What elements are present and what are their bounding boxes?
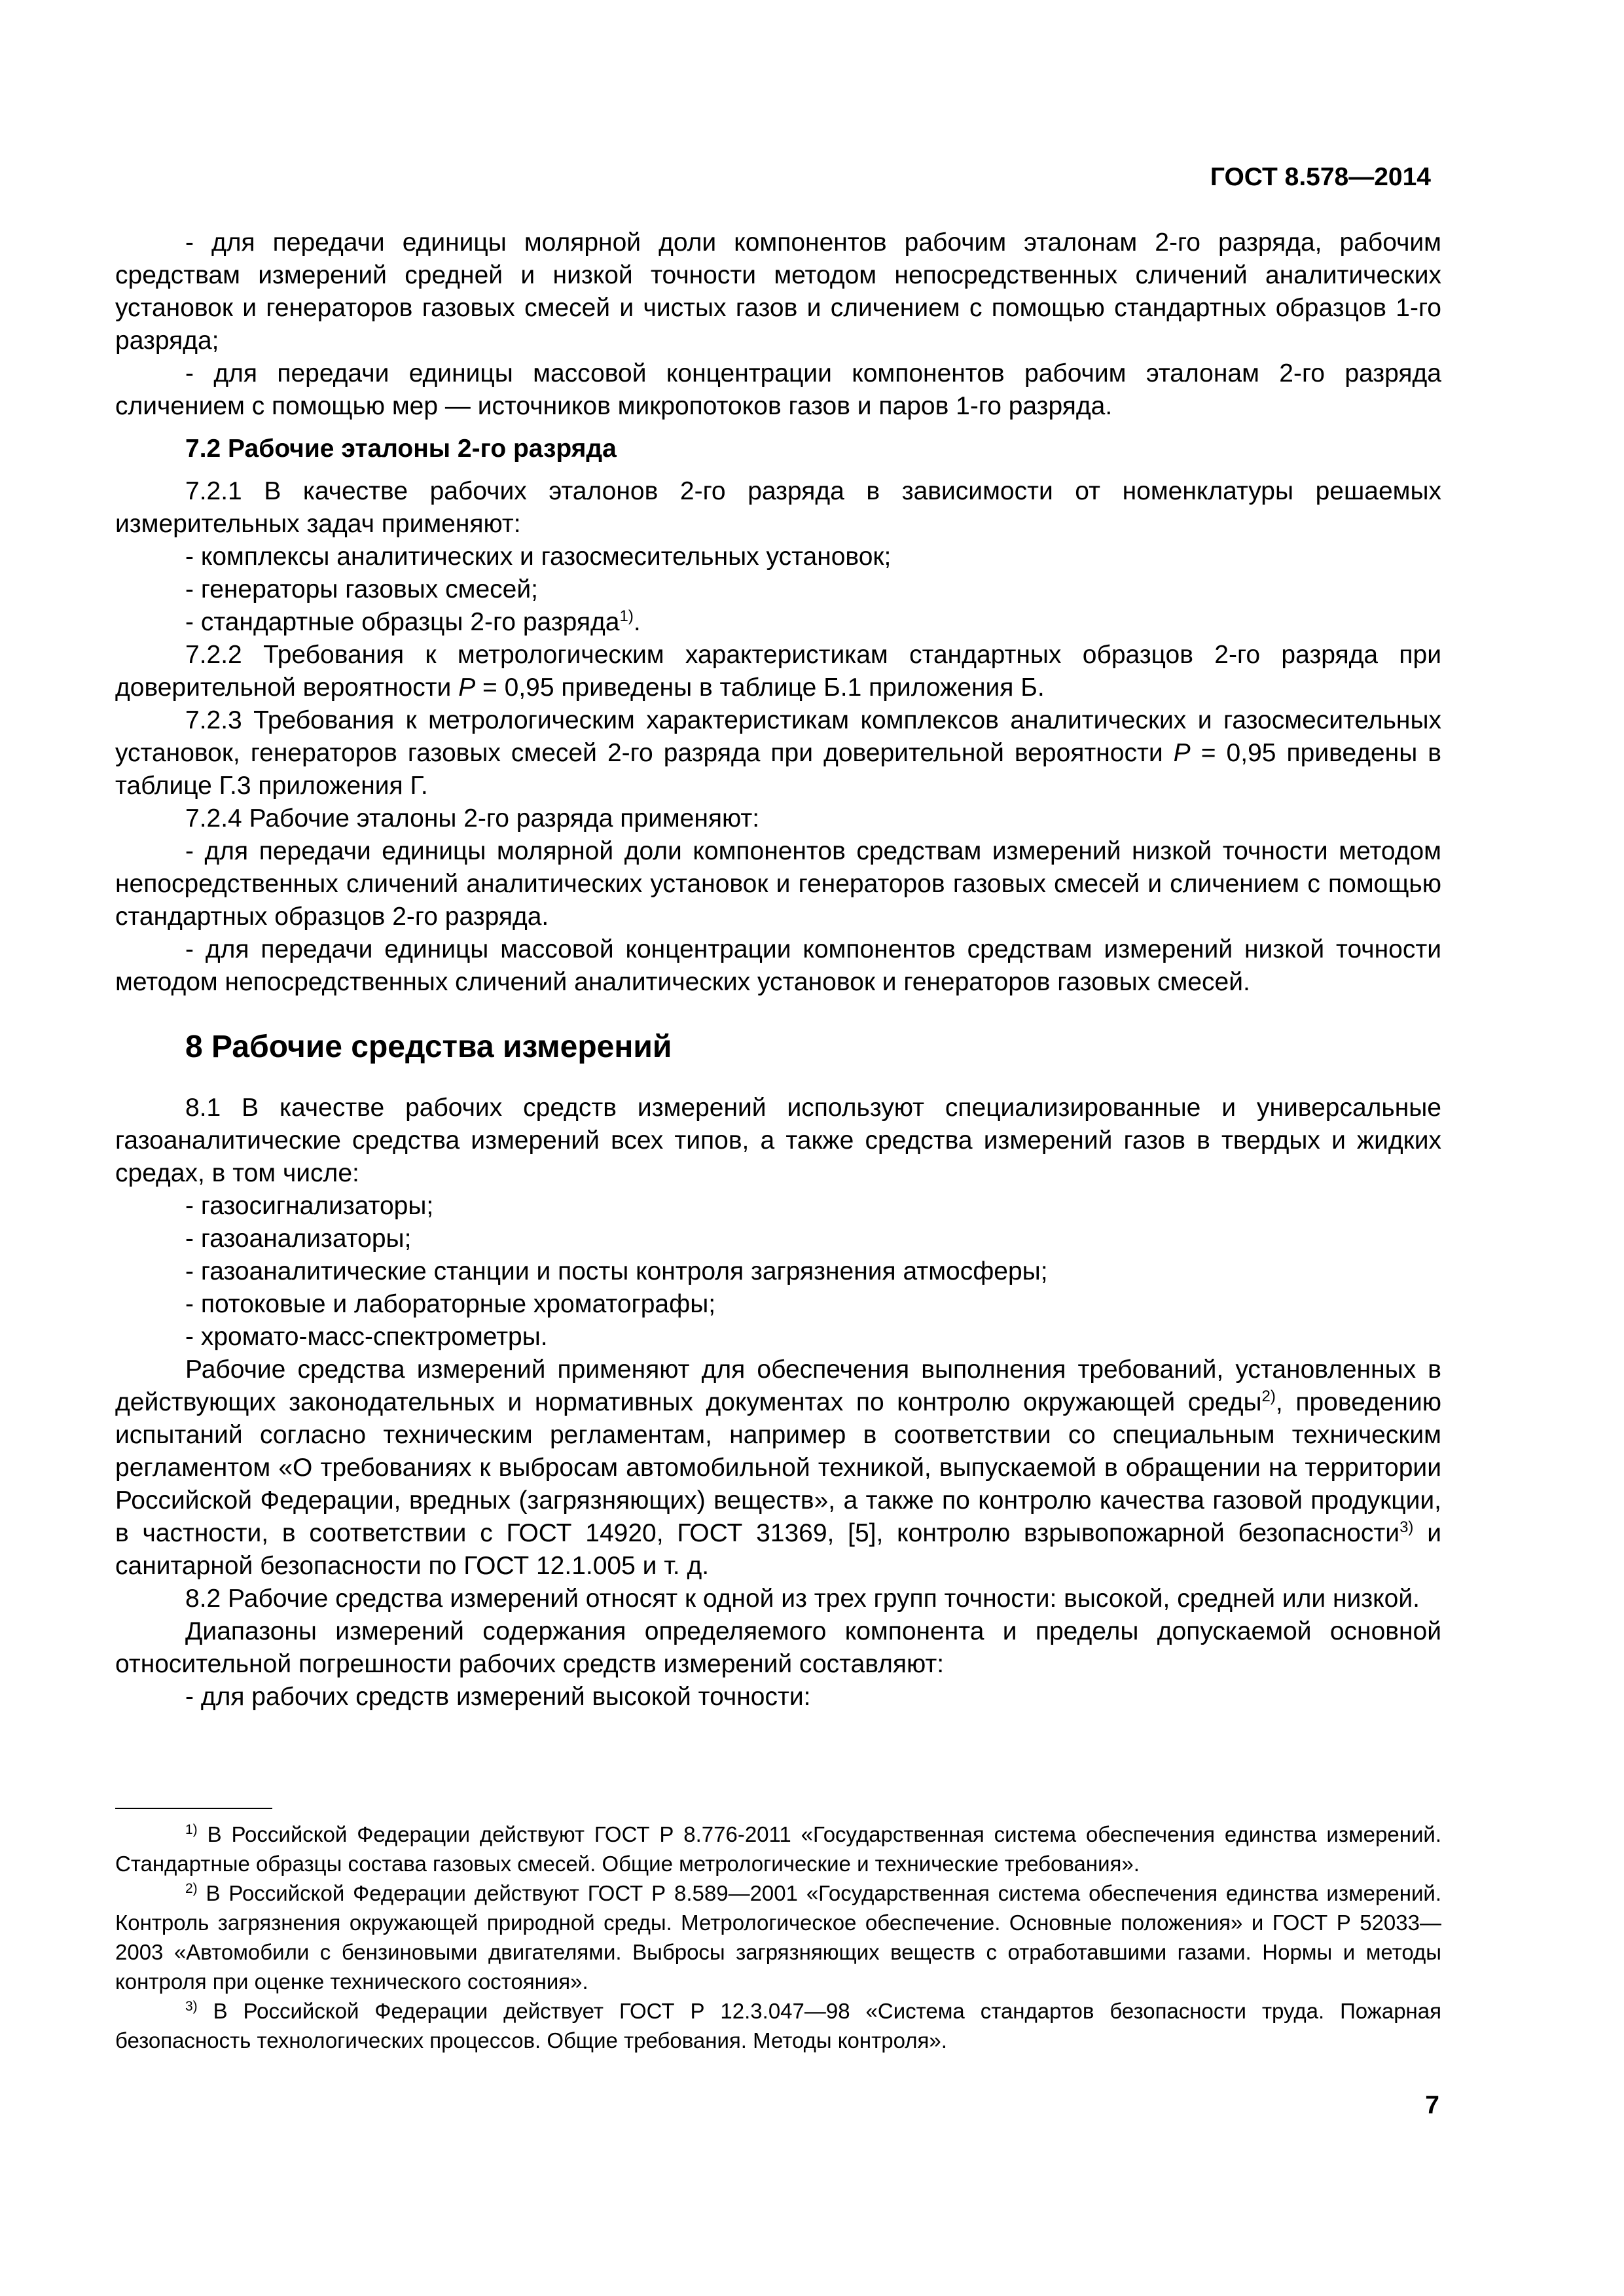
paragraph-7-2-2 [115, 639, 1441, 704]
footnote-mark: 3) [185, 1999, 198, 2014]
footnote-ref: 1) [619, 607, 634, 625]
footnote-3 [115, 1996, 1441, 2055]
section-heading-8: 8 Рабочие средства измерений [185, 1030, 672, 1064]
text-span: Рабочие средства измерений применяют для обеспечения выполнения требований, установленных в действующих законодательных и нормативных документах по контролю окружающей среды [115, 1355, 1441, 1416]
list-item: - газоаналитические станции и посты контроля загрязнения атмосферы; [185, 1257, 1048, 1285]
list-item: - комплексы аналитических и газосмесительных установок; [185, 543, 892, 571]
text-span: 7.2.3 Требования к метрологическим характеристикам комплексов аналитических и газосмесительных установок, генераторов газовых смесей 2-го разряда при доверительной вероятности [115, 706, 1441, 767]
footnote-mark: 2) [185, 1881, 198, 1896]
footnotes [115, 1820, 1441, 2055]
paragraph-8-2: 8.2 Рабочие средства измерений относят к одной из трех групп точности: высокой, средней или низкой. [185, 1585, 1420, 1613]
variable-p: P [1173, 739, 1191, 767]
text-span: 7.2.2 Требования к метрологическим характеристикам стандартных образцов 2-го разряда при доверительной вероятности [115, 641, 1441, 702]
list-item: - для рабочих средств измерений высокой точности: [185, 1683, 811, 1711]
list-item-end: . [633, 608, 641, 636]
text-span: и санитарной безопасности по ГОСТ 12.1.005 и т. д. [115, 1519, 1441, 1580]
footnote-1 [115, 1820, 1441, 1878]
text-span: = 0,95 приведены в таблице Б.1 приложения Б. [475, 673, 1045, 702]
paragraph: Диапазоны измерений содержания определяемого компонента и пределы допускаемой основной относительной погрешности рабочих средств измерений составляют: [115, 1617, 1441, 1678]
list-item [115, 606, 1441, 639]
paragraph: - для передачи единицы массовой концентрации компонентов средствам измерений низкой точности методом непосредственных сличений аналитических установок и генераторов газовых смесей. [115, 935, 1441, 996]
paragraph-7-2-4: 7.2.4 Рабочие эталоны 2-го разряда применяют: [185, 804, 760, 833]
footnote-ref: 3) [1399, 1518, 1414, 1536]
paragraph: - для передачи единицы массовой концентрации компонентов рабочим эталонам 2-го разряда сличением с помощью мер — источников микропотоков газов и паров 1-го разряда. [115, 359, 1441, 420]
page-number: 7 [1425, 2091, 1439, 2119]
paragraph-7-2-3 [115, 704, 1441, 802]
text-span: = 0,95 приведены в таблице Г.3 приложения Г. [115, 739, 1441, 800]
text-span: , проведению испытаний согласно техническим регламентам, например в соответствии со специальным техническим регламентом «О требованиях к выбросам автомобильной техникой, выпускаемой в обращении на территории Российской Федерации, вредных (загрязняющих) веществ», а также по контролю качества газовой продукции, в частности, в соответствии с ГОСТ 14920, ГОСТ 31369, [5], контролю взрывопожарной безопасности [115, 1388, 1441, 1547]
footnote-mark: 1) [185, 1822, 198, 1837]
footnote-separator [115, 1808, 272, 1809]
section-heading-7-2: 7.2 Рабочие эталоны 2-го разряда [185, 435, 617, 463]
footnote-text: В Российской Федерации действуют ГОСТ Р 8.776-2011 «Государственная система обеспечения единства измерений. Стандартные образцы состава газовых смесей. Общие метрологические и технические требования». [115, 1822, 1441, 1876]
paragraph-8-1: 8.1 В качестве рабочих средств измерений используют специализированные и универсальные газоаналитические средства измерений всех типов, а также средства измерений газов в твердых и жидких средах, в том числе: [115, 1094, 1441, 1187]
variable-p: P [458, 673, 476, 702]
footnote-ref: 2) [1261, 1388, 1276, 1405]
list-item: - хромато-масс-спектрометры. [185, 1323, 548, 1351]
document-header: ГОСТ 8.578—2014 [1210, 163, 1431, 191]
paragraph-7-2-1: 7.2.1 В качестве рабочих эталонов 2-го разряда в зависимости от номенклатуры решаемых измерительных задач применяют: [115, 477, 1441, 538]
list-item: - газосигнализаторы; [185, 1192, 434, 1220]
list-item: - генераторы газовых смесей; [185, 575, 538, 603]
paragraph: - для передачи единицы молярной доли компонентов средствам измерений низкой точности методом непосредственных сличений аналитических установок и генераторов газовых смесей и сличением с помощью стандартных образцов 2-го разряда. [115, 837, 1441, 931]
paragraph [115, 1354, 1441, 1583]
list-item-text: - стандартные образцы 2-го разряда [185, 608, 620, 636]
footnote-2 [115, 1878, 1441, 1996]
footnote-text: В Российской Федерации действует ГОСТ Р 12.3.047—98 «Система стандартов безопасности труда. Пожарная безопасность технологических процессов. Общие требования. Методы контроля». [115, 1999, 1441, 2053]
list-item: - газоанализаторы; [185, 1225, 412, 1253]
list-item: - потоковые и лабораторные хроматографы; [185, 1290, 716, 1318]
paragraph: - для передачи единицы молярной доли компонентов рабочим эталонам 2-го разряда, рабочим средствам измерений средней и низкой точности методом непосредственных сличений аналитических установок и генераторов газовых смесей и чистых газов и сличением с помощью стандартных образцов 1-го разряда; [115, 228, 1441, 355]
footnote-text: В Российской Федерации действуют ГОСТ Р 8.589—2001 «Государственная система обеспечения единства измерений. Контроль загрязнения окружающей природной среды. Метрологическое обеспечение. Основные положения» и ГОСТ Р 52033—2003 «Автомобили с бензиновыми двигателями. Выбросы загрязняющих веществ с отработавшими газами. Нормы и методы контроля при оценке технического состояния». [115, 1881, 1441, 1994]
main-text [115, 226, 1441, 1713]
